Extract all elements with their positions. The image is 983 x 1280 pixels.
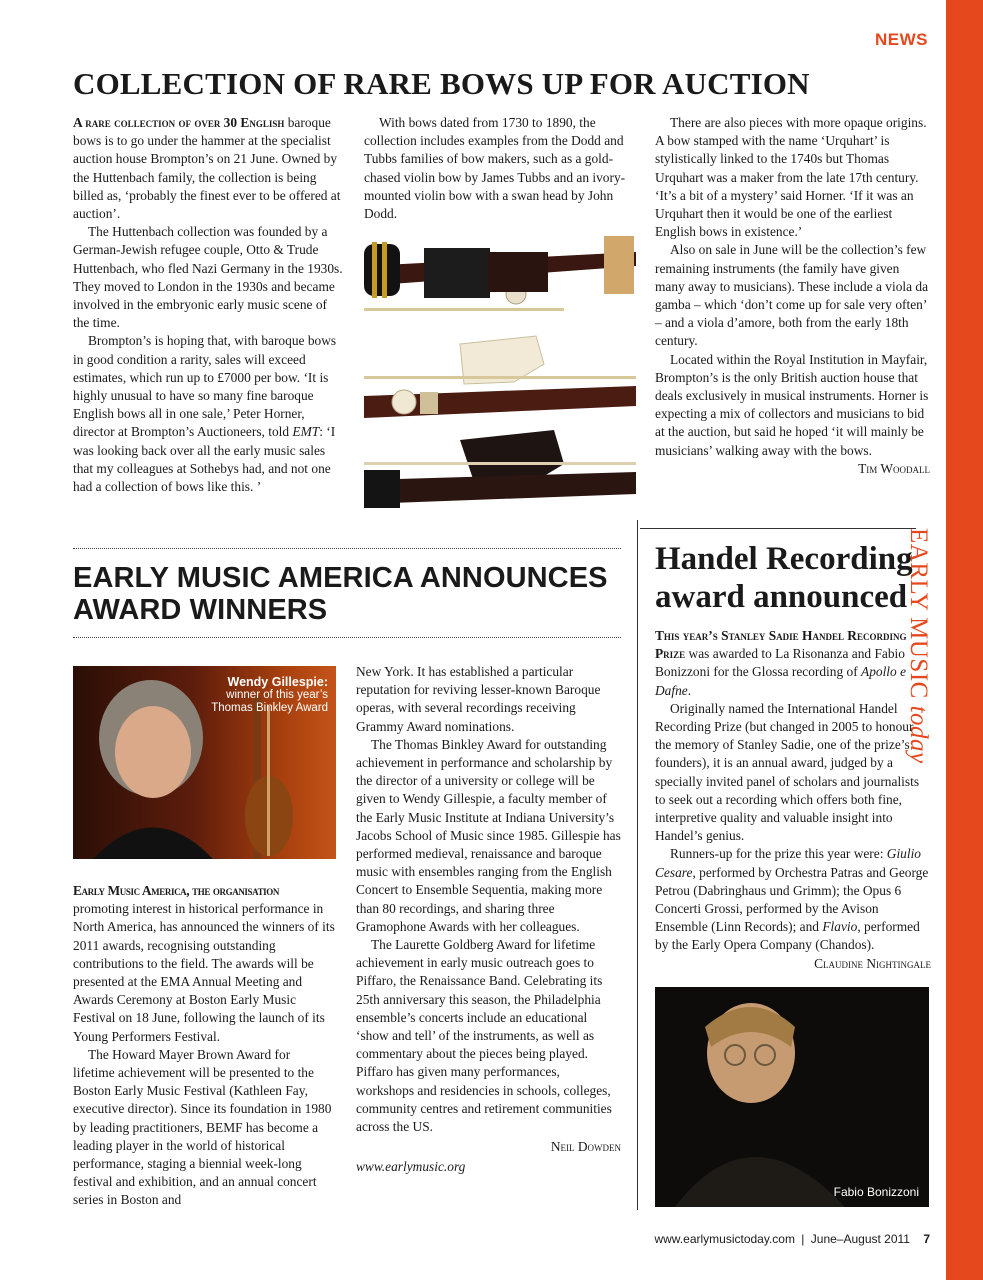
sidebar-band — [946, 0, 983, 1280]
article1-col3 — [655, 114, 930, 478]
section-divider — [640, 528, 916, 529]
article2-p1: Early Music America, the organisation promoting interest in historical performance in North America, has announced the winners of its 2011 awards, recognising outstanding contributions to the field. The awards will be presented at the EMA Annual Meeting and Awards Ceremony at Boston Early Music Festival on 18 June, following the launch of its Young Performers Festival. — [73, 883, 335, 1044]
article1-col1 — [73, 114, 345, 496]
gillespie-photo — [73, 666, 336, 859]
sidebar-title-main: EARLY MUSIC — [905, 528, 932, 699]
sidebar-title-italic: today — [905, 705, 932, 764]
article3-byline: Claudine Nightingale — [814, 955, 931, 971]
gillespie-caption-line1: winner of this year’s — [226, 689, 328, 701]
column-divider — [637, 520, 638, 1210]
article2-url: www.earlymusic.org — [356, 1159, 466, 1175]
article1-p6: Also on sale in June will be the collection’s few remaining instruments (the family have given many away to musicians). These include a viola da gamba – which ‘don’t come up for sale very often’ – and a viola d’amore, both from the early 18th century. — [655, 242, 929, 349]
article1-p2: The Huttenbach collection was founded by a German-Jewish refugee couple, Otto & Trude Huttenbach, who fled Nazi Germany in the 1930s. They moved to London in the 1930s and became involved in the embryonic early music scene of the time. — [73, 224, 343, 331]
bonizzoni-photo — [655, 987, 929, 1207]
article1-p5: There are also pieces with more opaque origins. A bow stamped with the name ‘Urquhart’ is stylistically linked to the 1740s but Thomas Urquhart was a maker from the late 17th century. ‘It’s a bit of a mystery’ said Horner. ‘If it was an Urquhart then it would be one of the earliest English bows in existence.’ — [655, 115, 927, 240]
article2-col1 — [73, 882, 335, 1210]
article2-headline: EARLY MUSIC AMERICA ANNOUNCES AWARD WINNERS — [73, 562, 608, 626]
section-flag: NEWS — [875, 30, 928, 49]
footer-site: www.earlymusictoday.com — [654, 1232, 795, 1246]
gillespie-caption-name: Wendy Gillespie: — [227, 675, 328, 689]
gillespie-caption — [211, 676, 328, 715]
article2-p2: The Howard Mayer Brown Award for lifetime achievement will be presented to the Boston Early Music Festival (Kathleen Fay, executive director). Since its foundation in 1980 by leading practitioners, BEMF has become a leading player in the world of historical performance, staging a biennial week-long festival and exhibition, and an annual concert series in Boston and — [73, 1046, 332, 1208]
article2-rule-top — [73, 548, 621, 549]
article1-byline: Tim Woodall — [858, 460, 930, 476]
article1-col2 — [364, 114, 628, 223]
gillespie-caption-line2: Thomas Binkley Award — [211, 702, 328, 714]
bonizzoni-portrait — [655, 987, 929, 1207]
article2-p2-cont: New York. It has established a particular reputation for reviving lesser-known Baroque operas, with several recordings receiving Grammy Award nominations. — [356, 664, 601, 734]
article1-p1: A rare collection of over 30 English baroque bows is to go under the hammer at the specialist auction house Brompton’s on 21 June. Owned by the Huttenbach family, the collection is being billed as, ‘probably the finest ever to be offered at auction’. — [73, 115, 341, 222]
bonizzoni-caption: Fabio Bonizzoni — [833, 1185, 919, 1199]
article3-body — [655, 627, 931, 973]
page-number: 7 — [923, 1232, 930, 1246]
footer-separator: | — [801, 1232, 805, 1246]
article1-p3: Brompton’s is hoping that, with baroque bows in good condition a rarity, sales will exceed estimates, which run up to £7000 per bow. ‘It is highly unusual to have so many fine baroque English bows all in one sale,’ Peter Horner, director at Brompton’s Auctioneers, told EMT: ‘I was looking back over all the early music sales that my colleagues at Sothebys had, and not one had a collection of bows like this. ’ — [73, 333, 337, 495]
article3-p3: Runners-up for the prize this year were: Giulio Cesare, performed by Orchestra Patras and George Petrou (Dabringhaus und Grimm); the Opus 6 Concerti Grossi, performed by the Avison Ensemble (Linn Records); and Flavio, performed by the Early Opera Company (Chandos). — [655, 846, 929, 953]
article2-rule-bottom — [73, 637, 621, 638]
article2-p3: The Thomas Binkley Award for outstanding achievement in performance and scholarship by the director of a university or college will be given to Wendy Gillespie, a faculty member of the Early Music Institute at Indiana University’s Jacobs School of Music since 1985. Gillespie has performed medieval, renaissance and baroque music with ensembles ranging from the English Concert to Ensemble Sequentia, making more than 80 recordings, and sharing three Gramophone Awards with her colleagues. — [356, 736, 621, 934]
article3-lead: This year’s Stanley Sadie Handel Recording Prize — [655, 628, 907, 662]
footer-issue: June–August 2011 — [810, 1232, 910, 1246]
page-footer — [600, 1232, 930, 1246]
article1-p7: Located within the Royal Institution in Mayfair, Brompton’s is the only British auction house that deals exclusively in musical instruments. Horner is expecting a mix of collectors and musicians to bid at the auction, but said he hoped ‘it will mainly be musicians’ walking away with the bows. — [655, 351, 929, 458]
article2-p4: The Laurette Goldberg Award for lifetime achievement in early music outreach goes to Piffaro, the Renaissance Band. Celebrating its 25th anniversary this season, the Philadelphia ensemble’s concerts include an educational ‘show and tell’ of the instruments, as well as commentary about the pieces being played. Piffaro has given many performances, workshops and residencies in schools, colleges, community centres and retirement communities across the US. — [356, 937, 612, 1135]
article2-col2 — [356, 663, 621, 1177]
article1-lead: A rare collection of over 30 English — [73, 115, 285, 130]
article2-lead: Early Music America, the organisation — [73, 883, 279, 898]
article1-headline: COLLECTION OF RARE BOWS UP FOR AUCTION — [73, 66, 810, 101]
bows-photo-graphic — [364, 236, 636, 508]
bows-photo — [364, 236, 636, 508]
article3-p2: Originally named the International Handel Recording Prize (but changed in 2005 to honour the memory of Stanley Sadie, one of the prize’s founders), it is an annual award, judged by a specially invited panel of scholars and journalists to seek out a recording which offers both fine, interpretive quality and valuable insight into Handel’s genius. — [655, 700, 920, 844]
article2-byline: Neil Dowden — [550, 1139, 621, 1155]
article1-p4: With bows dated from 1730 to 1890, the collection includes examples from the Dodd and Tubbs families of bow makers, such as a gold-chased violin bow by James Tubbs and an ivory-mounted violin bow with a swan head by John Dodd. — [364, 115, 626, 222]
article3-headline: Handel Recording award announced — [655, 541, 913, 615]
article3-p1: This year’s Stanley Sadie Handel Recording Prize was awarded to La Risonanza and Fabio Bonizzoni for the Glossa recording of Apollo e Dafne. — [655, 628, 907, 698]
